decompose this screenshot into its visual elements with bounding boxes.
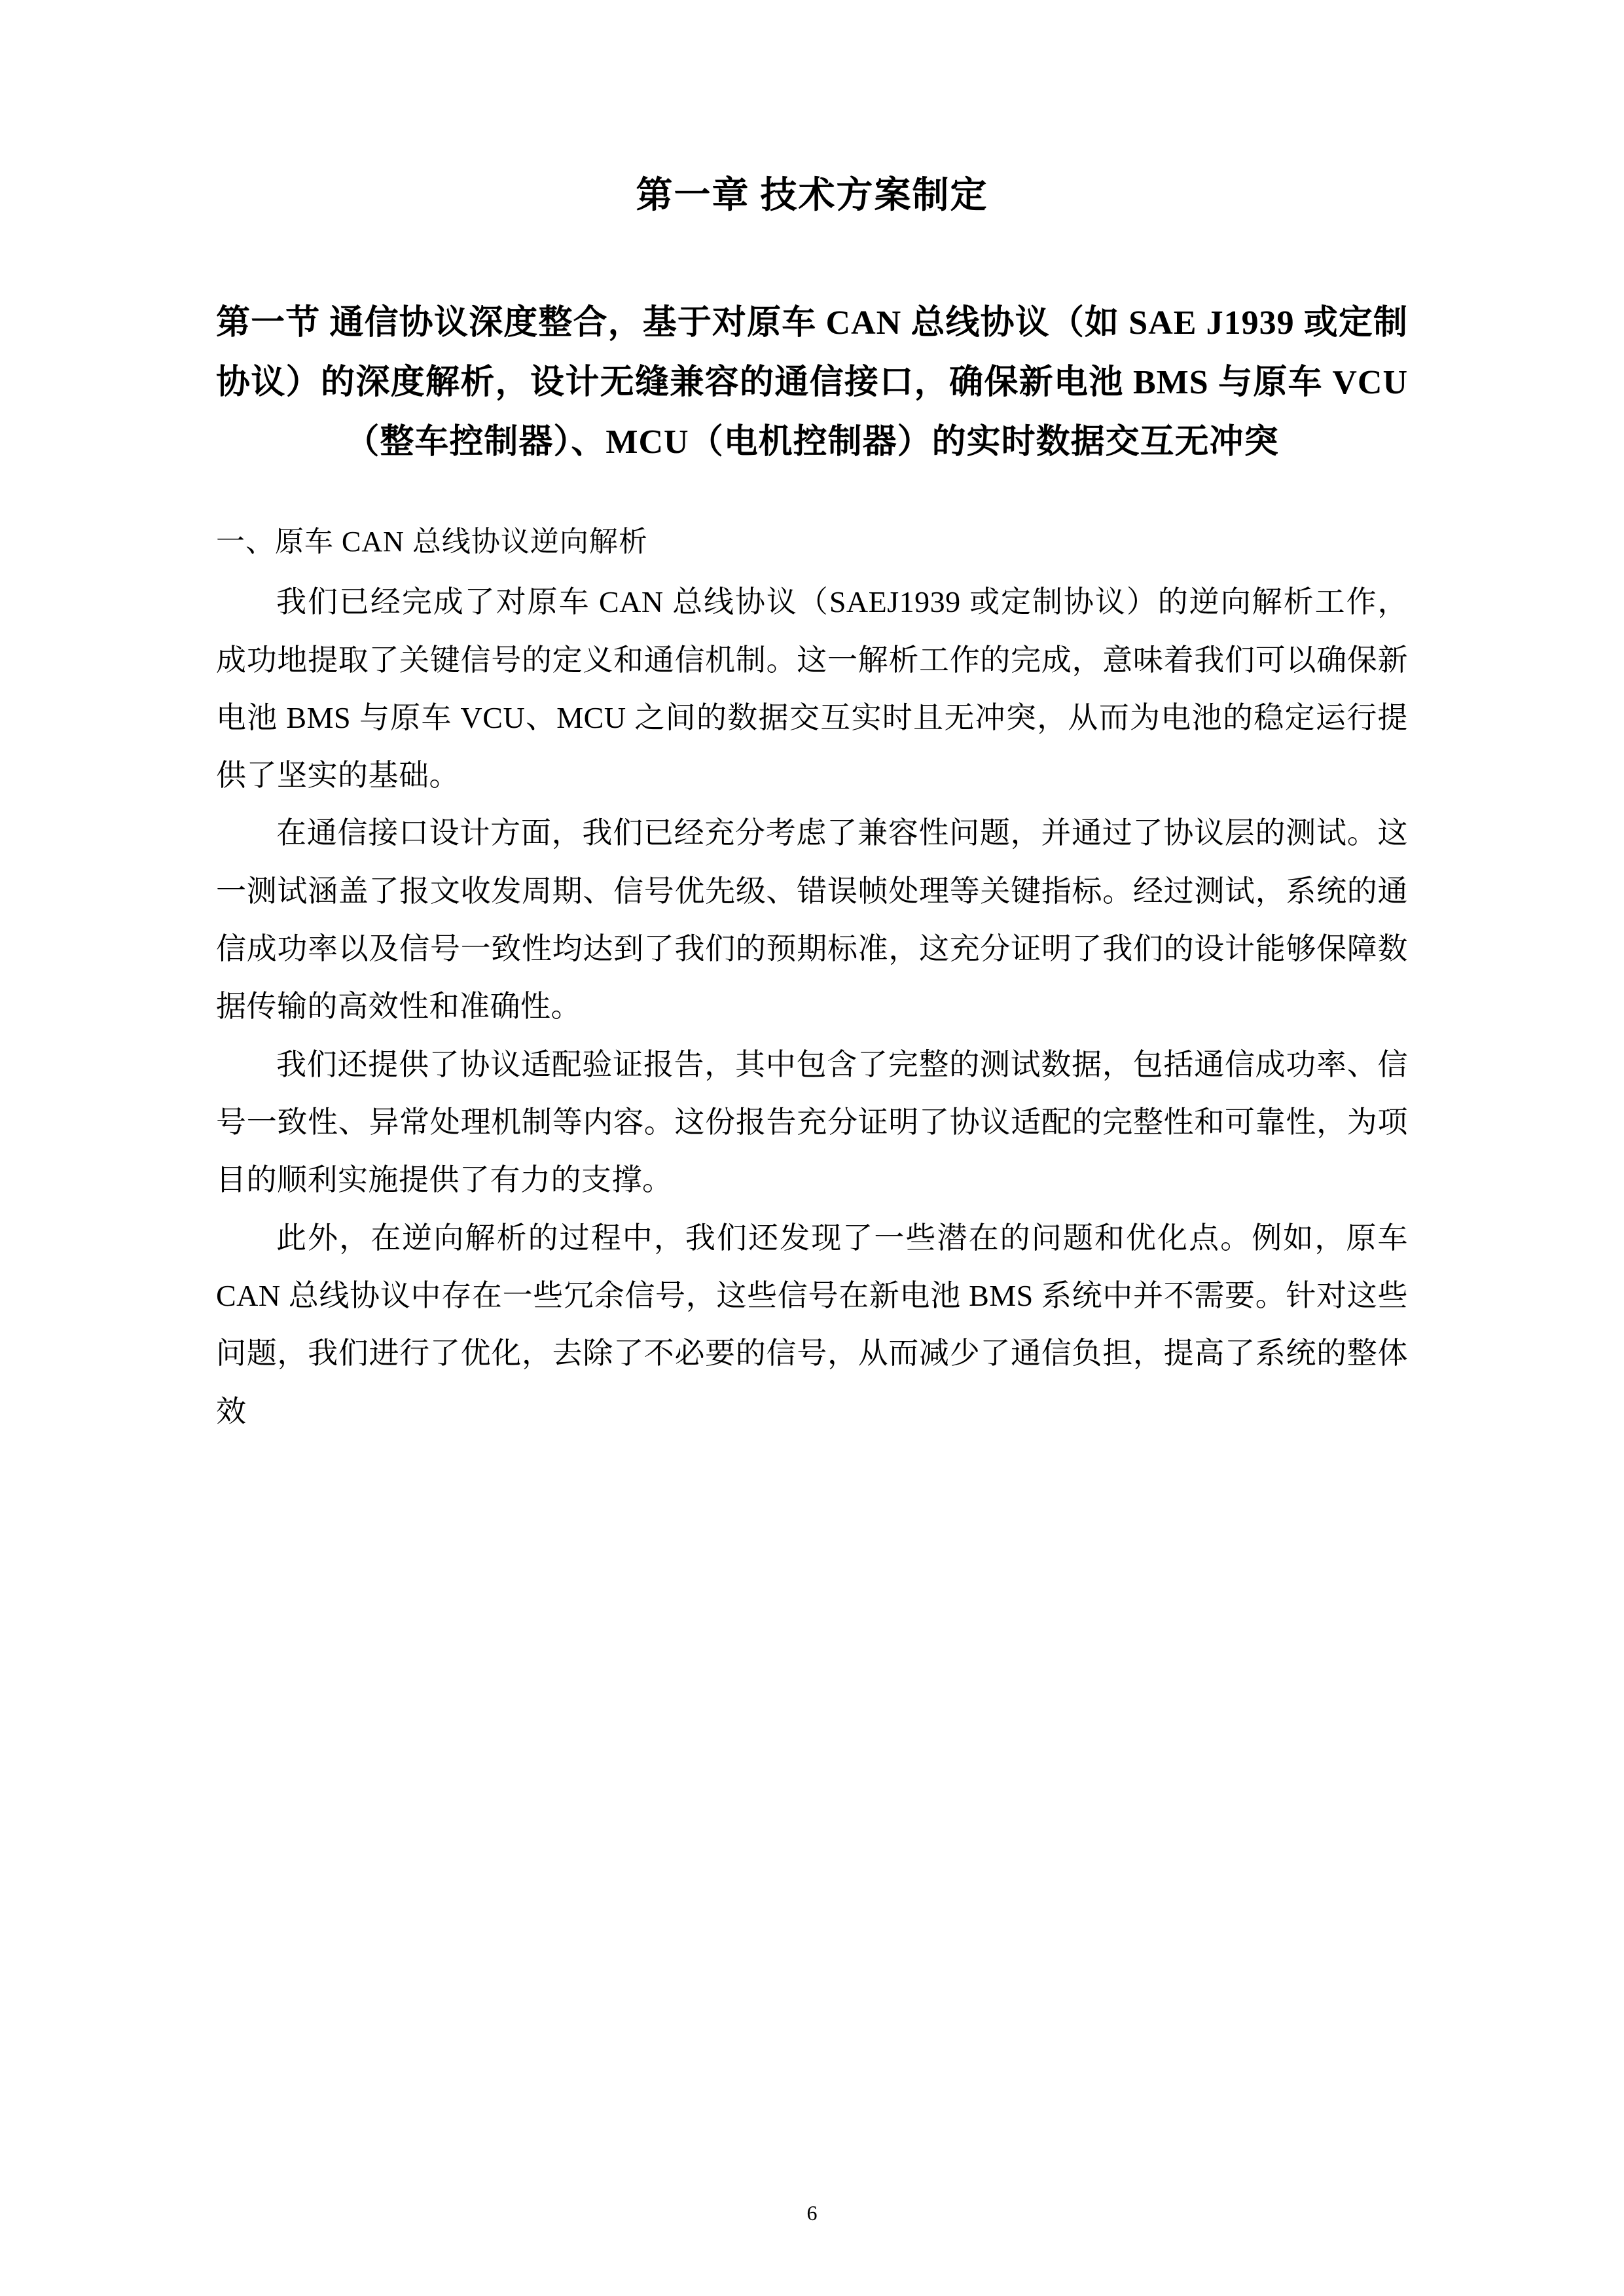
page-number: 6 bbox=[806, 2201, 818, 2225]
body-paragraph-3: 我们还提供了协议适配验证报告，其中包含了完整的测试数据，包括通信成功率、信号一致性、异常处理机制等内容。这份报告充分证明了协议适配的完整性和可靠性，为项目的顺利实施提供了有力的支撑。 bbox=[216, 1047, 1408, 1197]
page-title: 第一章 技术方案制定 bbox=[636, 175, 988, 216]
body-paragraph-1: 我们已经完成了对原车 CAN 总线协议（SAEJ1939 或定制协议）的逆向解析工作，成功地提取了关键信号的定义和通信机制。这一解析工作的完成，意味着我们可以确保新电池 BMS 与原车 VCU、MCU 之间的数据交互实时且无冲突，从而为电池的稳定运行提供了坚实的基础。 bbox=[216, 585, 1408, 793]
body-paragraph-4: 此外，在逆向解析的过程中，我们还发现了一些潜在的问题和优化点。例如，原车 CAN 总线协议中存在一些冗余信号，这些信号在新电池 BMS 系统中并不需要。针对这些问题，我们进行了优化，去除了不必要的信号，从而减少了通信负担，提高了系统的整体效 bbox=[216, 1221, 1408, 1428]
section-heading: 第一节 通信协议深度整合，基于对原车 CAN 总线协议（如 SAE J1939 或定制协议）的深度解析，设计无缝兼容的通信接口，确保新电池 BMS 与原车 VCU（整车控制器）、MCU（电机控制器）的实时数据交互无冲突 bbox=[216, 304, 1408, 461]
subsection-heading: 一、原车 CAN 总线协议逆向解析 bbox=[216, 526, 648, 558]
body-paragraph-2: 在通信接口设计方面，我们已经充分考虑了兼容性问题，并通过了协议层的测试。这一测试涵盖了报文收发周期、信号优先级、错误帧处理等关键指标。经过测试，系统的通信成功率以及信号一致性均达到了我们的预期标准，这充分证明了我们的设计能够保障数据传输的高效性和准确性。 bbox=[216, 816, 1408, 1024]
